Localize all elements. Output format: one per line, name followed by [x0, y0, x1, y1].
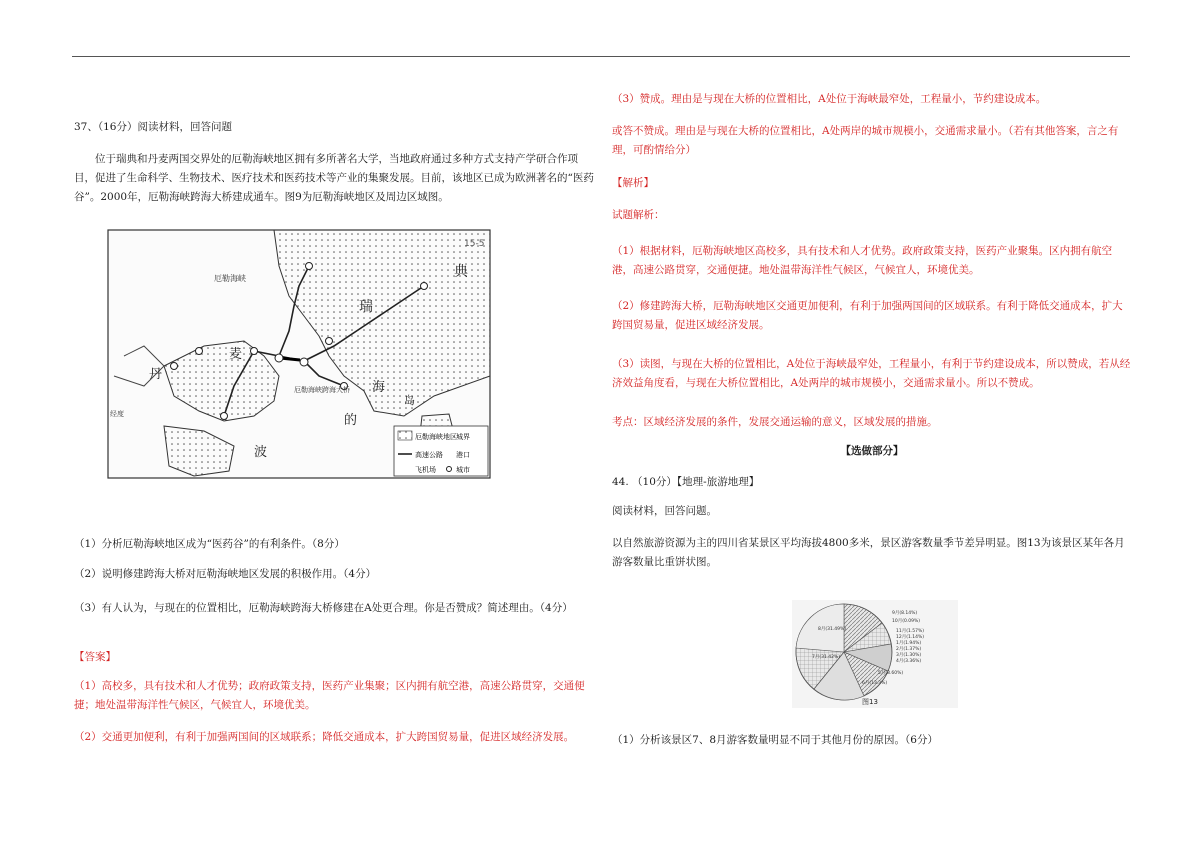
legend-item-5: 飞机场: [415, 466, 436, 474]
pie-label-3: 11月(1.57%): [896, 629, 925, 634]
map-label-denmark-1: 丹: [149, 367, 163, 382]
pie-label-11: 7月(31.42%): [812, 655, 841, 660]
analysis-1: （1）根据材料，厄勒海峡地区高校多，具有技术和人才优势。政府政策支持，医药产业聚集。区内拥有航空港，高速公路贯穿，交通便捷。地处温带海洋性气候区，气候宜人，环境优美。: [612, 245, 1113, 276]
pie-figure: [792, 600, 958, 708]
legend-item-2: 城界: [456, 433, 470, 441]
legend-item-6: 城市: [456, 466, 470, 474]
answer-2: （2）交通更加便利，有利于加强两国间的区域联系；降低交通成本，扩大跨国贸易量，促进区域经济发展。: [74, 731, 575, 743]
q44-question-1: （1）分析该景区7、8月游客数量明显不同于其他月份的原因。（6分）: [612, 734, 938, 746]
pie-label-4: 12月(1.14%): [896, 635, 925, 640]
pie-label-5: 1月(1.94%): [896, 641, 922, 646]
map-label-sweden-2: 瑞: [359, 299, 373, 315]
q44-header: 44. （10分）【地理-旅游地理】: [612, 476, 760, 488]
legend-item-1: 厄勒海峡地区: [415, 433, 457, 441]
elective-heading: 【选做部分】: [840, 445, 904, 457]
q37-question-3: （3）有人认为，与现在的位置相比，厄勒海峡跨海大桥修建在A处更合理。你是否赞成？简述理由。（4分）: [74, 602, 573, 614]
map-image: [104, 226, 494, 482]
analysis-tag: 【解析】: [612, 177, 654, 189]
pie-label-10: 6月(13.3%): [862, 681, 888, 686]
header-rule: [72, 56, 1130, 57]
map-label-strait: 厄勒海峡: [214, 274, 246, 283]
q44-instruction: 阅读材料，回答问题。: [612, 505, 717, 517]
pie-caption: 图13: [862, 698, 878, 706]
q37-header: 37、（16分）阅读材料，回答问题: [74, 121, 232, 133]
q44-material: 以自然旅游资源为主的四川省某景区平均海拔4800多米，景区游客数量季节差异明显。图13为该景区某年各月游客数量比重饼状图。: [612, 537, 1125, 568]
pie-chart: [792, 600, 958, 708]
answer-3-agree: （3）赞成。理由是与现在大桥的位置相比，A处位于海峡最窄处，工程量小，节约建设成本。: [612, 93, 1047, 105]
q37-material: 位于瑞典和丹麦两国交界处的厄勒海峡地区拥有多所著名大学，当地政府通过多种方式支持产学研合作项目，促进了生命科学、生物技术、医疗技术和医药技术等产业的集聚发展。目前，该地区已成为欧洲著名的“医药谷”。2000年，厄勒海峡跨海大桥建成通车。图9为厄勒海峡地区及周边区域图。: [74, 153, 594, 203]
map-label-denmark-2: 麦: [229, 347, 243, 362]
map-label-left-edge: 经度: [110, 410, 124, 418]
pie-label-12: 8月(31.49%): [818, 627, 847, 632]
analysis-2: （2）修建跨海大桥，厄勒海峡地区交通更加便利，有利于加强两国间的区域联系。有利于降低交通成本，扩大跨国贸易量，促进区域经济发展。: [612, 300, 1123, 331]
answer-3-disagree: 或答不赞成。理由是与现在大桥的位置相比，A处两岸的城市规模小，交通需求量小。（若有其他答案，言之有理，可酌情给分）: [612, 125, 1119, 156]
pie-label-8: 4月(3.36%): [896, 659, 922, 664]
legend-item-4: 港口: [456, 451, 470, 459]
pie-label-2: 10月(0.09%): [892, 619, 921, 624]
q37-question-1: （1）分析厄勒海峡地区成为“医药谷”的有利条件。（8分）: [74, 538, 345, 550]
pie-label-1: 9月(8.14%): [892, 611, 918, 616]
map-label-sea-2: 的: [344, 413, 358, 428]
answer-1: （1）高校多，具有技术和人才优势；政府政策支持，医药产业集聚；区内拥有航空港，高速公路贯穿，交通便捷；地处温带海洋性气候区，气候宜人，环境优美。: [74, 680, 585, 711]
pie-label-7: 3月(1.30%): [896, 653, 922, 658]
map-label-sea-1: 海: [372, 380, 386, 395]
analysis-head: 试题解析：: [612, 209, 665, 221]
map-corner-label: 15-5: [464, 239, 485, 249]
map-label-baltic: 波: [254, 445, 268, 460]
pie-label-9: 5月(8.60%): [878, 671, 904, 676]
q37-question-2: （2）说明修建跨海大桥对厄勒海峡地区发展的积极作用。（4分）: [74, 568, 377, 580]
pie-label-6: 2月(1.37%): [896, 647, 922, 652]
map-label-sweden-1: 典: [454, 264, 468, 280]
kaodian: 考点：区域经济发展的条件，发展交通运输的意义，区域发展的措施。: [612, 416, 938, 428]
map-label-bridge: 厄勒海峡跨海大桥: [294, 386, 350, 394]
map-label-zealand: 岛: [404, 394, 415, 407]
answer-tag: 【答案】: [74, 651, 116, 663]
analysis-3: （3）读图，与现在大桥的位置相比，A处位于海峡最窄处，工程量小，有利于节约建设成本，所以赞成，若从经济效益角度看，与现在大桥位置相比，A处两岸的城市规模小，交通需求量小。所以不赞成。: [612, 358, 1131, 389]
map-figure: [104, 226, 494, 482]
legend-item-3: 高速公路: [415, 451, 443, 459]
